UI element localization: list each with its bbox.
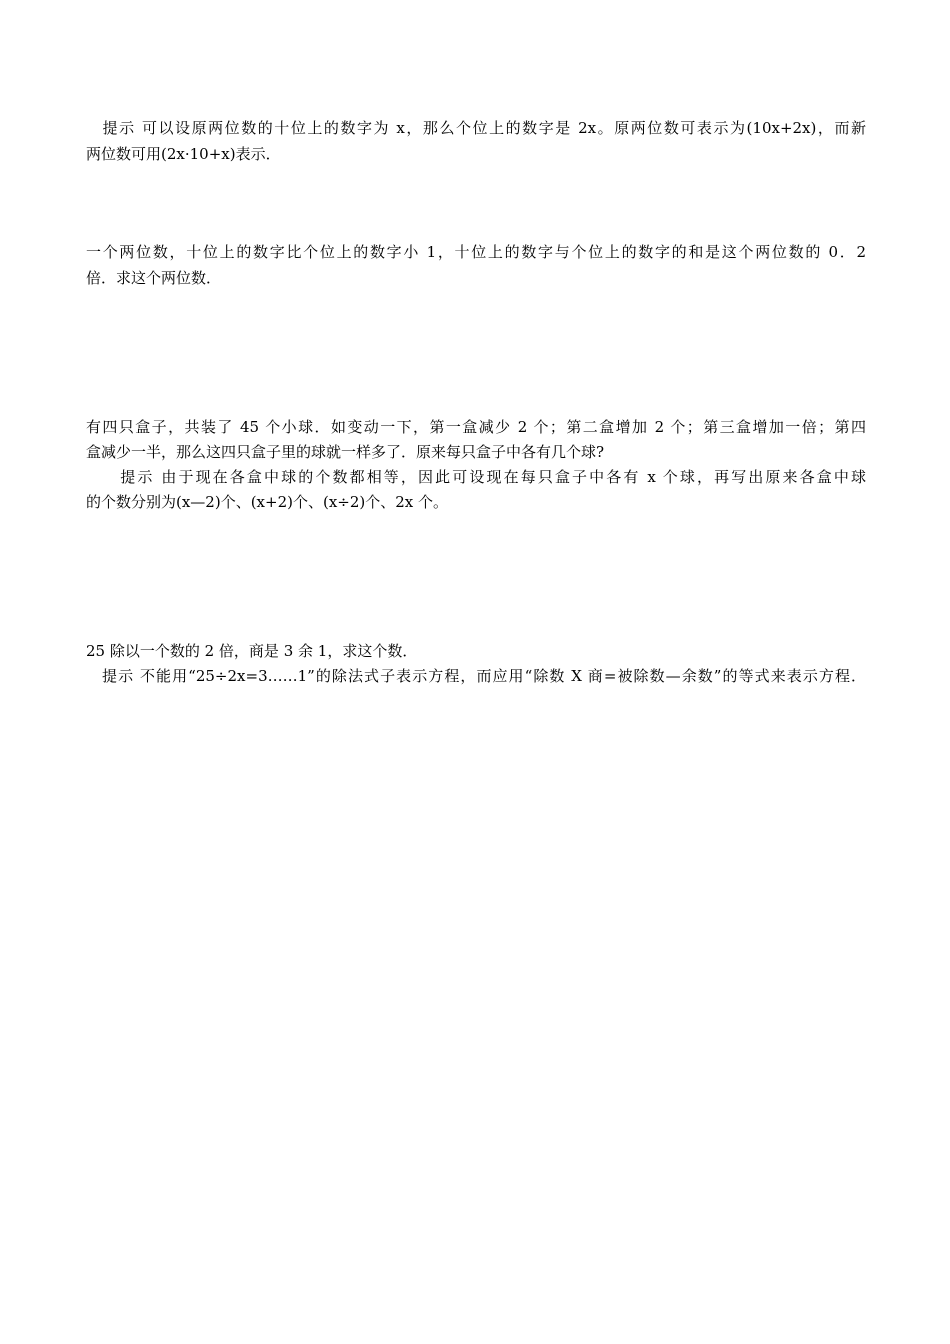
problem-four-boxes-line-1: 有四只盒子，共装了 45 个小球．如变动一下，第一盒减少 2 个；第二盒增加 2 个；第三盒增加一倍；第四 (86, 418, 866, 436)
hint-two-digit-line-2: 两位数可用(2x·10+x)表示． (86, 145, 281, 163)
problem-division-line-1: 25 除以一个数的 2 倍，商是 3 余 1，求这个数． (86, 642, 418, 660)
hint-four-boxes-line-2: 的个数分别为(x—2)个、(x+2)个、(x÷2)个、2x 个。 (86, 493, 449, 511)
hint-division-line-1: 提示 不能用“25÷2x=3……1”的除法式子表示方程，而应用“除数 X 商=被除数—余数”的等式来表示方程． (86, 667, 866, 685)
hint-two-digit-line-1: 提示 可以设原两位数的十位上的数字为 x，那么个位上的数字是 2x。原两位数可表示为(10x+2x)，而新 (86, 119, 866, 137)
hint-four-boxes-line-1: 提示 由于现在各盒中球的个数都相等，因此可设现在每只盒子中各有 x 个球，再写出原来各盒中球 (86, 468, 866, 486)
problem-two-digit-line-1: 一个两位数，十位上的数字比个位上的数字小 1，十位上的数字与个位上的数字的和是这个两位数的 0．2 (86, 243, 866, 261)
problem-two-digit-line-2: 倍．求这个两位数． (86, 269, 222, 287)
problem-four-boxes-line-2: 盒减少一半，那么这四只盒子里的球就一样多了．原来每只盒子中各有几个球? (86, 443, 605, 461)
